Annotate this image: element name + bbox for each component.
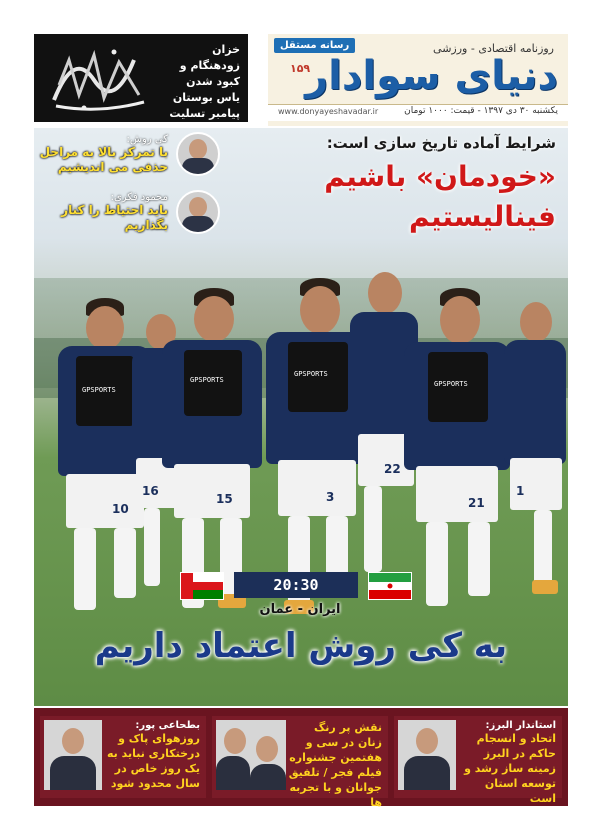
player-figure: GPSPORTS 21 [398,288,516,618]
headline-line-1: «خودمان» باشیم [324,160,556,193]
mourning-box [34,34,248,122]
newspaper-front-page [34,34,568,809]
headline-line-2: فینالیستیم [409,200,556,233]
independent-media-tag: رسانه مستقل [274,38,355,53]
footer-story-label: بطحاعی پور: [135,720,200,731]
footer-photo [216,720,286,790]
footer-story-title: روزهوای پاک و درختکاری نباید به یک روز خاص در سال محدود شود [106,732,200,790]
footer-photo [398,720,456,790]
main-headline: به کی روش اعتماد داریم [94,626,508,666]
footer-story-title: نقش پر رنگ زنان در سی و هفتمین جشنواره فیلم فجر / تلفیق جوانان و با تجربه ها [288,721,382,809]
footer-story-title: اتحاد و انسجام حاکم در البرز زمینه ساز رشد و توسعه استان است [464,732,556,805]
player-figure: GPSPORTS 10 [52,298,156,628]
oman-flag-icon [180,572,224,600]
shorts-number: 22 [384,462,401,476]
columnist-quote [38,132,248,182]
iran-flag-icon [368,572,412,600]
footer-story-label: استاندار البرز: [485,720,556,731]
shorts-number: 16 [142,484,159,498]
player-figure [504,298,568,608]
shorts-number: 21 [468,496,485,510]
kickoff-time: 20:30 [234,572,358,598]
website-url: www.donyayeshavadar.ir [278,107,379,116]
masthead-subtitle: روزنامه اقتصادی - ورزشی [433,42,554,55]
mourning-text: خزان زودهنگام و کبود شدن یاس بوستان پیامبر تسلیت [169,43,240,120]
headline-kicker: شرایط آماده تاریخ سازی است: [326,134,556,152]
shorts-number: 10 [112,502,129,516]
columnist-quote [38,190,248,240]
columnist-name: محمود فکری: [110,192,168,203]
newspaper-logo: دنیای‌ سوادار [305,53,558,99]
footer-story [212,716,388,809]
player-figure: GPSPORTS 15 [156,288,268,628]
match-banner [180,572,412,598]
footer-story [394,716,562,805]
columnist-quote-text: باید احتیاط را کنار بگذاریم [61,203,168,232]
date-price: یکشنبه ۳۰ دی ۱۳۹۷ - قیمت: ۱۰۰۰ تومان [404,106,558,116]
issue-number: ۱۵۹ [290,62,311,75]
shorts-number: 15 [216,492,233,506]
avatar [176,190,220,234]
footer-photo [44,720,102,790]
footer-stories [34,708,568,809]
columnist-quote-text: با تمرکز بالا به مراحل حذفی می اندیشیم [39,145,168,174]
masthead [268,34,568,126]
calligraphy-emblem [44,40,154,116]
shorts-number: 1 [516,484,525,498]
columnist-name: کی روش: [126,134,168,145]
shorts-number: 3 [326,490,335,504]
avatar [176,132,220,176]
footer-story [40,716,206,798]
match-teams: ایران - عمان [259,602,341,617]
player-figure: GPSPORTS 3 [260,278,374,628]
